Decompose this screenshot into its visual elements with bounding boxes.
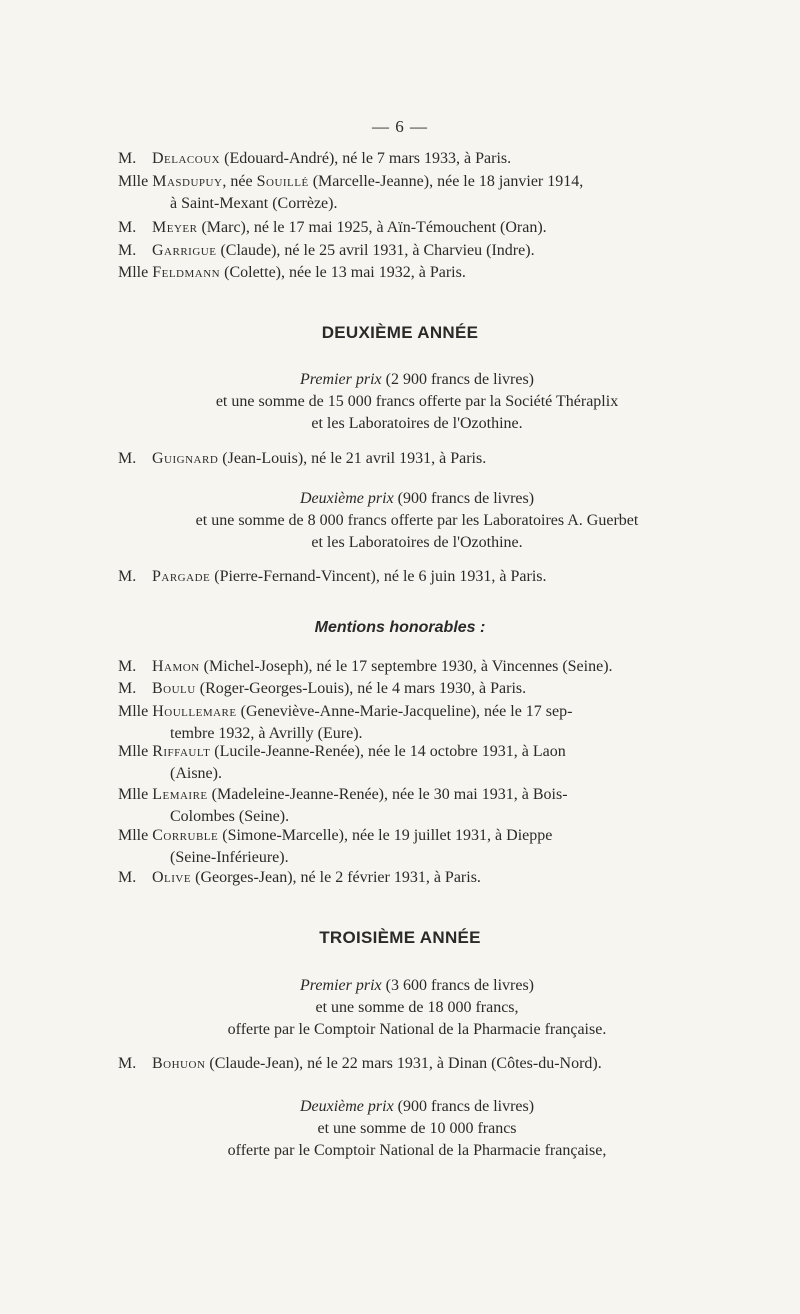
prize-label: Premier prix bbox=[300, 371, 382, 388]
title: M. bbox=[118, 219, 137, 236]
list-item bbox=[118, 741, 736, 785]
prize-label: Premier prix bbox=[300, 977, 382, 994]
title: M. bbox=[118, 242, 137, 259]
surname: Olive bbox=[152, 869, 192, 886]
details: (Claude), né le 25 avril 1931, à Charvieu (Indre). bbox=[216, 242, 535, 259]
surname: Hamon bbox=[152, 658, 200, 675]
title: M. bbox=[118, 658, 137, 675]
maiden-name: Souillé bbox=[256, 173, 309, 190]
list-item bbox=[118, 148, 736, 170]
prize-block bbox=[100, 488, 734, 554]
prize-line: offerte par le Comptoir National de la Pharmacie française. bbox=[227, 1021, 607, 1038]
surname: Garrigue bbox=[152, 242, 217, 259]
continuation: tembre 1932, à Avrilly (Eure). bbox=[170, 725, 363, 742]
surname: Bohuon bbox=[152, 1055, 206, 1072]
details: (Marcelle-Jeanne), née le 18 janvier 1914, bbox=[308, 173, 584, 190]
surname: Meyer bbox=[152, 219, 198, 236]
title: Mlle bbox=[118, 827, 149, 844]
surname: Feldmann bbox=[152, 264, 221, 281]
title: M. bbox=[118, 869, 137, 886]
surname: Masdupuy bbox=[152, 173, 223, 190]
prize-amount: (2 900 francs de livres) bbox=[381, 371, 534, 388]
details: (Madeleine-Jeanne-Renée), née le 30 mai 1931, à Bois- bbox=[207, 786, 568, 803]
prize-line: et les Laboratoires de l'Ozothine. bbox=[311, 534, 523, 551]
continuation: (Seine-Inférieure). bbox=[170, 849, 289, 866]
list-item bbox=[118, 701, 736, 745]
section-heading: DEUXIÈME ANNÉE bbox=[321, 323, 479, 342]
section-heading: TROISIÈME ANNÉE bbox=[319, 928, 481, 947]
list-item bbox=[118, 825, 736, 869]
surname: Guignard bbox=[152, 450, 219, 467]
continuation: (Aisne). bbox=[170, 765, 222, 782]
list-item bbox=[118, 656, 736, 678]
prize-amount: (900 francs de livres) bbox=[393, 490, 535, 507]
prize-line: et une somme de 18 000 francs, bbox=[315, 999, 519, 1016]
list-item bbox=[118, 867, 736, 889]
title: Mlle bbox=[118, 264, 149, 281]
list-item bbox=[118, 240, 736, 262]
prize-label: Deuxième prix bbox=[299, 490, 394, 507]
prize-amount: (3 600 francs de livres) bbox=[381, 977, 534, 994]
title: Mlle bbox=[118, 703, 149, 720]
details: (Michel-Joseph), né le 17 septembre 1930, à Vincennes (Seine). bbox=[199, 658, 613, 675]
title: M. bbox=[118, 150, 137, 167]
prize-label: Deuxième prix bbox=[299, 1098, 394, 1115]
title: M. bbox=[118, 450, 137, 467]
details: (Geneviève-Anne-Marie-Jacqueline), née le 17 sep- bbox=[236, 703, 573, 720]
title: M. bbox=[118, 568, 137, 585]
prize-line: et une somme de 8 000 francs offerte par les Laboratoires A. Guerbet bbox=[195, 512, 639, 529]
prize-line: et les Laboratoires de l'Ozothine. bbox=[311, 415, 523, 432]
title: M. bbox=[118, 680, 137, 697]
list-item bbox=[118, 678, 736, 700]
list-item bbox=[118, 171, 736, 215]
surname: Riffault bbox=[152, 743, 211, 760]
title: Mlle bbox=[118, 173, 149, 190]
list-item bbox=[118, 262, 736, 284]
details: (Marc), né le 17 mai 1925, à Aïn-Témouchent (Oran). bbox=[197, 219, 547, 236]
details: (Claude-Jean), né le 22 mars 1931, à Dinan (Côtes-du-Nord). bbox=[205, 1055, 602, 1072]
details: (Jean-Louis), né le 21 avril 1931, à Paris. bbox=[218, 450, 487, 467]
prize-block bbox=[100, 1096, 734, 1162]
details: , née bbox=[222, 173, 257, 190]
surname: Pargade bbox=[152, 568, 211, 585]
details: (Lucile-Jeanne-Renée), née le 14 octobre 1931, à Laon bbox=[210, 743, 566, 760]
details: (Edouard-André), né le 7 mars 1933, à Paris. bbox=[220, 150, 512, 167]
details: (Georges-Jean), né le 2 février 1931, à Paris. bbox=[191, 869, 481, 886]
prize-line: offerte par le Comptoir National de la Pharmacie française, bbox=[227, 1142, 607, 1159]
surname: Corruble bbox=[152, 827, 219, 844]
surname: Houllemare bbox=[152, 703, 237, 720]
winner-entry bbox=[118, 448, 736, 470]
prize-block bbox=[100, 369, 734, 435]
prize-line: et une somme de 10 000 francs bbox=[317, 1120, 517, 1137]
winner-entry bbox=[118, 1053, 736, 1075]
prize-block bbox=[100, 975, 734, 1041]
details: (Colette), née le 13 mai 1932, à Paris. bbox=[220, 264, 466, 281]
prize-line: et une somme de 15 000 francs offerte par la Société Théraplix bbox=[215, 393, 619, 410]
continuation: Colombes (Seine). bbox=[170, 808, 290, 825]
prize-amount: (900 francs de livres) bbox=[393, 1098, 535, 1115]
list-item bbox=[118, 784, 736, 828]
mentions-heading: Mentions honorables : bbox=[314, 619, 486, 636]
surname: Delacoux bbox=[152, 150, 221, 167]
title: Mlle bbox=[118, 743, 149, 760]
details: (Pierre-Fernand-Vincent), né le 6 juin 1931, à Paris. bbox=[210, 568, 547, 585]
surname: Lemaire bbox=[152, 786, 208, 803]
details: (Simone-Marcelle), née le 19 juillet 1931, à Dieppe bbox=[218, 827, 553, 844]
details: (Roger-Georges-Louis), né le 4 mars 1930, à Paris. bbox=[195, 680, 527, 697]
surname: Boulu bbox=[152, 680, 196, 697]
winner-entry bbox=[118, 566, 736, 588]
continuation: à Saint-Mexant (Corrèze). bbox=[170, 195, 338, 212]
title: Mlle bbox=[118, 786, 149, 803]
list-item bbox=[118, 217, 736, 239]
page-number: — 6 — bbox=[372, 117, 428, 136]
title: M. bbox=[118, 1055, 137, 1072]
